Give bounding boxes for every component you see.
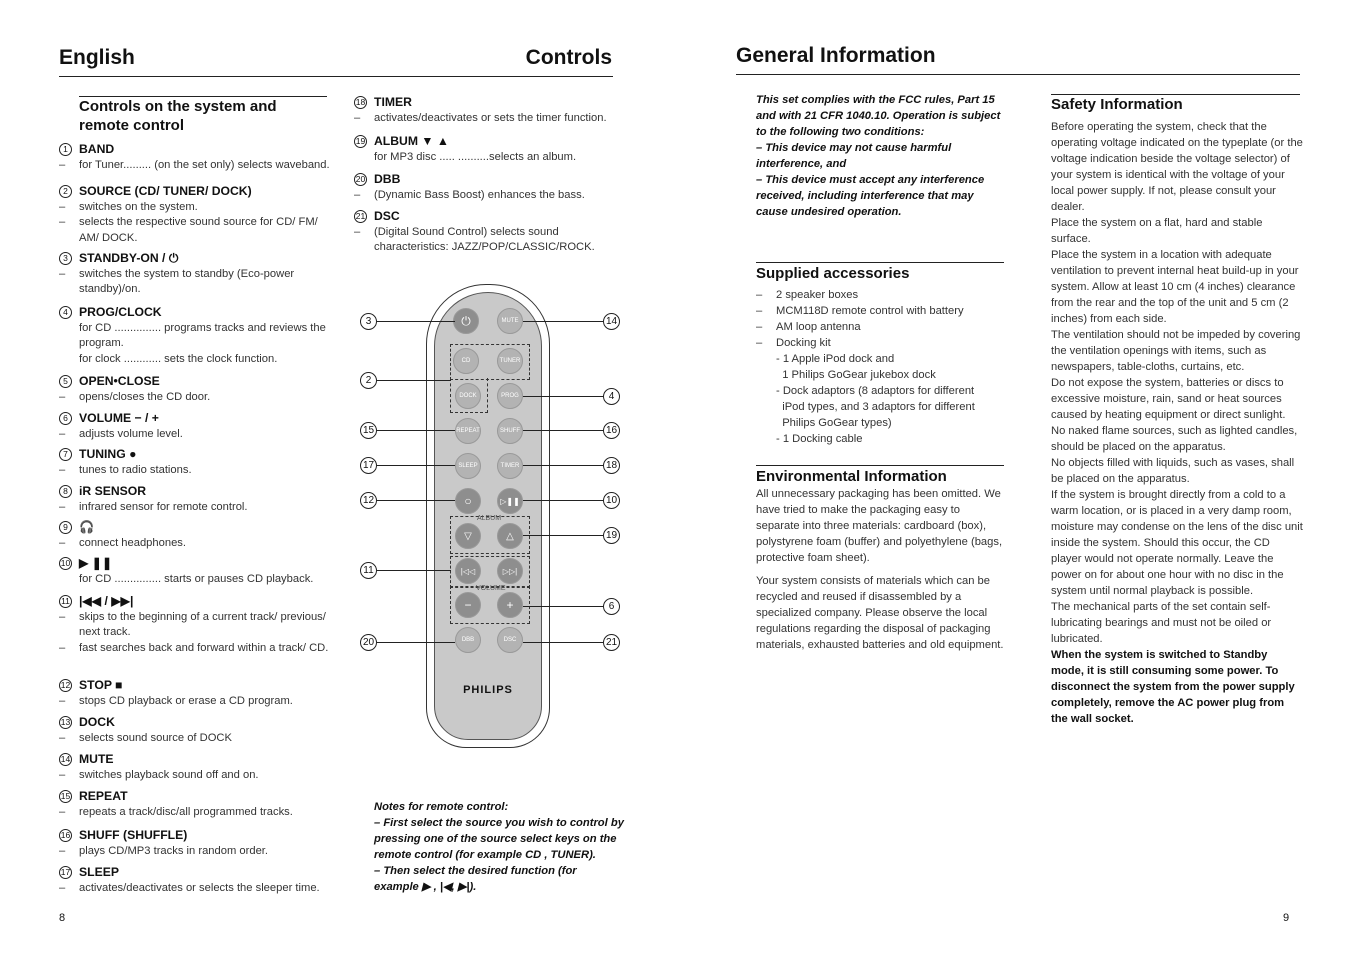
control-item — [59, 374, 331, 405]
safety-para: Do not expose the system, batteries or discs to excessive moisture, rain, sand or heat sources caused by heating equipment or direct sunlight. — [1051, 377, 1286, 421]
control-item — [59, 447, 331, 478]
item-title: PROG/CLOCK — [79, 305, 162, 319]
volume-label: VOLUME — [476, 585, 506, 592]
control-item — [59, 678, 331, 709]
callout-number: 20 — [360, 634, 377, 651]
control-item-title — [59, 447, 331, 463]
item-number: 15 — [59, 790, 72, 803]
item-title: MUTE — [79, 752, 114, 766]
control-item — [59, 594, 331, 656]
supplied-list — [756, 287, 1006, 447]
control-item — [59, 142, 331, 173]
control-item-title — [354, 209, 616, 225]
environment-p2: Your system consists of materials which can be recycled and reused if disassembled by a specialized company. Please observe the local regulations regarding the disposal of packaging materials, exhausted batteries and old equipment. — [756, 575, 1004, 651]
item-number: 12 — [59, 679, 72, 692]
callout-number: 17 — [360, 457, 377, 474]
header-language: English — [59, 46, 135, 69]
dash-bullet: – — [354, 225, 361, 238]
item-description: – switches on the system. — [59, 200, 331, 216]
safety-para: If the system is brought directly from a cold to a warm location, or is placed in a very damp room, moisture may condense on the lens of the disc unit inside the system. Should this occur, the CD player would not operate normally. Leave the power on for about one hour with no disc in the system until normal playback is possible. — [1051, 489, 1303, 597]
control-item — [354, 209, 616, 256]
dock-button: DOCK — [455, 383, 481, 409]
safety-para: No objects filled with liquids, such as vases, shall be placed on the apparatus. — [1051, 457, 1295, 485]
callout-line — [523, 396, 603, 397]
control-item — [59, 411, 331, 442]
item-description: – (Dynamic Bass Boost) enhances the bass. — [354, 188, 616, 204]
dsc-button: DSC — [497, 627, 523, 653]
control-item-title — [59, 789, 331, 805]
control-item — [354, 172, 616, 203]
control-item — [59, 752, 331, 783]
list-sub-item: iPod types, and 3 adaptors for different — [776, 401, 975, 413]
control-item — [59, 184, 331, 246]
prog-button: PROG — [497, 383, 523, 409]
item-description: for clock ............ sets the clock function. — [79, 352, 278, 365]
item-number: 8 — [59, 485, 72, 498]
callout-line — [377, 570, 451, 571]
callout-line — [377, 430, 455, 431]
callout-line — [377, 321, 455, 322]
callout-line — [523, 535, 603, 536]
item-number: 17 — [59, 866, 72, 879]
control-item — [59, 828, 331, 859]
environment-title: Environmental Information — [756, 468, 947, 485]
item-number: 16 — [59, 829, 72, 842]
callout-number: 12 — [360, 492, 377, 509]
play-pause-button: ▷❚❚ — [497, 488, 523, 514]
dash-bullet: – — [59, 536, 66, 549]
item-description: – connect headphones. — [59, 536, 331, 552]
item-title: 🎧 — [79, 520, 95, 534]
callout-number: 4 — [603, 388, 620, 405]
control-item-title — [59, 556, 331, 572]
item-number: 20 — [354, 173, 367, 186]
list-item: – Docking kit — [756, 337, 831, 349]
item-title: SHUFF (SHUFFLE) — [79, 828, 188, 842]
tuner-button: TUNER — [497, 348, 523, 374]
dash-bullet: – — [59, 200, 66, 213]
dash-bullet: – — [59, 390, 66, 403]
control-item-title — [59, 752, 331, 768]
item-title: iR SENSOR — [79, 484, 147, 498]
dash-bullet: – — [59, 158, 66, 171]
control-item — [59, 715, 331, 746]
sleep-button: SLEEP — [455, 453, 481, 479]
environment-p1: All unnecessary packaging has been omitted. We have tried to make the packaging easy to separate into three materials: cardboard (box), polystyrene foam (buffer) and polyethylene (bags, protective foam sheet). — [756, 488, 1003, 564]
control-item-title — [59, 678, 331, 694]
list-sub-item: - Dock adaptors (8 adaptors for different — [776, 385, 975, 397]
album-label: ALBUM — [476, 515, 502, 522]
item-description: – activates/deactivates or sets the timer function. — [354, 111, 616, 127]
fcc-line: This set complies with the FCC rules, Part 15 and with 21 CFR 1040.10. Operation is subject to the following two conditions: — [756, 94, 1001, 138]
control-item-title — [59, 142, 331, 158]
dbb-button: DBB — [455, 627, 481, 653]
callout-number: 18 — [603, 457, 620, 474]
fcc-notice — [756, 92, 1006, 220]
item-description: – infrared sensor for remote control. — [59, 500, 331, 516]
list-item: – 2 speaker boxes — [756, 289, 859, 301]
cd-button: CD — [453, 348, 479, 374]
item-number: 3 — [59, 252, 72, 265]
item-title: TIMER — [374, 95, 412, 109]
header-rule-right — [736, 74, 1300, 75]
section-title: Controls on the system and remote control — [79, 98, 277, 134]
item-number: 18 — [354, 96, 367, 109]
header-rule-left — [59, 76, 613, 77]
volume-down-button: − — [455, 592, 481, 618]
safety-title: Safety Information — [1051, 96, 1183, 113]
dash-bullet: – — [59, 267, 66, 280]
dash-bullet: – — [59, 881, 66, 894]
item-title: DBB — [374, 172, 401, 186]
item-description: – activates/deactivates or selects the sleeper time. — [59, 881, 331, 897]
safety-para: Before operating the system, check that the operating voltage indicated on the typeplate (or the voltage indication beside the voltage selector) of your system is identical with the voltage of your local power supply. If not, please consult your dealer. — [1051, 121, 1303, 213]
control-item-title — [59, 411, 331, 427]
remote-notes — [374, 799, 624, 895]
callout-line — [523, 500, 603, 501]
supplied-rule — [756, 262, 1004, 263]
list-sub-item: Philips GoGear types) — [776, 417, 892, 429]
safety-para: The ventilation should not be impeded by covering the ventilation openings with items, such as newspapers, table-cloths, curtains, etc. — [1051, 329, 1301, 373]
control-item — [354, 95, 616, 126]
item-title: REPEAT — [79, 789, 128, 803]
timer-button: TIMER — [497, 453, 523, 479]
callout-line — [523, 606, 603, 607]
callout-number: 14 — [603, 313, 620, 330]
dash-bullet: – — [59, 768, 66, 781]
callout-number: 19 — [603, 527, 620, 544]
environment-rule — [756, 465, 1004, 466]
list-sub-item: 1 Philips GoGear jukebox dock — [776, 369, 936, 381]
item-number: 11 — [59, 595, 72, 608]
callout-line — [523, 321, 603, 322]
callout-number: 21 — [603, 634, 620, 651]
item-description: – selects the respective sound source for CD/ FM/ AM/ DOCK. — [59, 215, 331, 246]
control-item — [59, 484, 331, 515]
item-number: 7 — [59, 448, 72, 461]
dash-bullet: – — [354, 188, 361, 201]
album-up-button: △ — [497, 523, 523, 549]
page-number-left: 8 — [59, 912, 66, 924]
item-description: – for Tuner......... (on the set only) selects waveband. — [59, 158, 331, 174]
item-number: 5 — [59, 375, 72, 388]
callout-line — [377, 642, 455, 643]
control-item — [59, 520, 331, 551]
remote-notes-line: – First select the source you wish to control by pressing one of the source select keys on the remote control (for example CD , TUNER). — [374, 817, 624, 861]
fcc-line: – This device must accept any interference received, including interference that may cause undesired operation. — [756, 174, 985, 218]
shuffle-button: SHUFF — [497, 418, 523, 444]
item-title: SOURCE (CD/ TUNER/ DOCK) — [79, 184, 252, 198]
volume-up-button: + — [497, 592, 523, 618]
item-description: for MP3 disc ..... ..........selects an album. — [374, 150, 577, 163]
item-title: STOP ■ — [79, 678, 123, 692]
item-title: ▶ ❚❚ — [79, 556, 113, 570]
list-sub-item: - 1 Apple iPod dock and — [776, 353, 895, 365]
callout-number: 6 — [603, 598, 620, 615]
next-button: ▷▷| — [497, 558, 523, 584]
list-item: – AM loop antenna — [756, 321, 861, 333]
item-description: – (Digital Sound Control) selects sound characteristics: JAZZ/POP/CLASSIC/ROCK. — [354, 225, 616, 256]
item-number: 4 — [59, 306, 72, 319]
supplied-title: Supplied accessories — [756, 265, 910, 282]
callout-line — [523, 430, 603, 431]
item-description: for CD ............... starts or pauses CD playback. — [79, 572, 314, 585]
item-title: OPEN•CLOSE — [79, 374, 160, 388]
safety-warning: When the system is switched to Standby mode, it is still consuming some power. To disconnect the system from the power supply completely, remove the AC power plug from the wall socket. — [1051, 649, 1295, 725]
page-number-right: 9 — [1283, 912, 1290, 924]
item-number: 2 — [59, 185, 72, 198]
item-number: 10 — [59, 557, 72, 570]
safety-para: The mechanical parts of the set contain self-lubricating bearings and must not be oiled or lubricated. — [1051, 601, 1272, 645]
repeat-button: REPEAT — [455, 418, 481, 444]
control-item-title — [59, 520, 331, 536]
control-item-title — [59, 374, 331, 390]
callout-number: 10 — [603, 492, 620, 509]
remote-notes-line: – Then select the desired function (for example ▶ , |◀, ▶|). — [374, 865, 577, 893]
dash-bullet: – — [59, 805, 66, 818]
item-description: – stops CD playback or erase a CD program. — [59, 694, 331, 710]
control-item — [59, 865, 331, 896]
safety-para: Place the system on a flat, hard and stable surface. — [1051, 217, 1263, 245]
item-description: – adjusts volume level. — [59, 427, 331, 443]
callout-number: 16 — [603, 422, 620, 439]
item-number: 21 — [354, 210, 367, 223]
control-item-title — [59, 251, 331, 267]
control-item-title — [59, 865, 331, 881]
control-item-title — [354, 95, 616, 111]
control-item-title — [59, 594, 331, 610]
item-title: SLEEP — [79, 865, 119, 879]
dash-bullet: – — [59, 463, 66, 476]
callout-line — [377, 465, 455, 466]
dash-bullet: – — [59, 641, 66, 654]
callout-line — [377, 500, 455, 501]
callout-line — [377, 380, 451, 381]
item-title: STANDBY-ON / ⏻ — [79, 251, 179, 265]
header-controls: Controls — [525, 46, 612, 69]
list-sub-item: - 1 Docking cable — [776, 433, 863, 445]
standby-button: ⏻ — [453, 308, 479, 334]
control-item-title — [354, 172, 616, 188]
list-item: – MCM118D remote control with battery — [756, 305, 964, 317]
callout-line — [523, 465, 603, 466]
dash-bullet: – — [59, 216, 66, 229]
dash-bullet: – — [59, 427, 66, 440]
control-item — [59, 251, 331, 298]
item-title: ALBUM ▼ ▲ — [374, 134, 449, 148]
item-number: 14 — [59, 753, 72, 766]
item-title: TUNING ● — [79, 447, 137, 461]
safety-para: Place the system in a location with adequate ventilation to prevent internal heat build-up in your system. Allow at least 10 cm (4 inches) clearance from the rear and the top of the unit and 5 cm (2 inches) from each side. — [1051, 249, 1299, 325]
header-general-information: General Information — [736, 44, 936, 67]
item-description: – switches playback sound off and on. — [59, 768, 331, 784]
dash-bullet: – — [59, 694, 66, 707]
item-number: 13 — [59, 716, 72, 729]
control-item-title — [354, 134, 616, 150]
dash-bullet: – — [59, 844, 66, 857]
remote-notes-title: Notes for remote control: — [374, 801, 509, 813]
philips-logo: PHILIPS — [463, 684, 513, 696]
callout-line — [523, 642, 603, 643]
item-number: 9 — [59, 521, 72, 534]
control-item — [59, 556, 331, 587]
stop-button: ○ — [455, 488, 481, 514]
dash-bullet: – — [59, 500, 66, 513]
item-description: – repeats a track/disc/all programmed tracks. — [59, 805, 331, 821]
control-item-title — [59, 305, 331, 321]
control-item-title — [59, 184, 331, 200]
previous-button: |◁◁ — [455, 558, 481, 584]
album-down-button: ▽ — [455, 523, 481, 549]
item-title: |◀◀ / ▶▶| — [79, 594, 134, 608]
callout-number: 11 — [360, 562, 377, 579]
item-description: – selects sound source of DOCK — [59, 731, 331, 747]
safety-text — [1051, 119, 1303, 727]
control-item — [59, 789, 331, 820]
item-description: – fast searches back and forward within a track/ CD. — [59, 641, 331, 657]
item-description: – skips to the beginning of a current track/ previous/ next track. — [59, 610, 331, 641]
item-title: VOLUME − / + — [79, 411, 159, 425]
control-item — [59, 305, 331, 367]
item-description: – plays CD/MP3 tracks in random order. — [59, 844, 331, 860]
item-number: 6 — [59, 412, 72, 425]
callout-number: 2 — [360, 372, 377, 389]
item-title: DSC — [374, 209, 400, 223]
item-description: for CD ............... programs tracks and reviews the program. — [79, 321, 326, 350]
item-number: 1 — [59, 143, 72, 156]
item-description: – tunes to radio stations. — [59, 463, 331, 479]
control-item-title — [59, 484, 331, 500]
item-title: BAND — [79, 142, 115, 156]
control-item-title — [59, 828, 331, 844]
fcc-line: – This device may not cause harmful interference, and — [756, 142, 952, 170]
callout-number: 15 — [360, 422, 377, 439]
dash-bullet: – — [59, 731, 66, 744]
dash-bullet: – — [354, 111, 361, 124]
item-description: – switches the system to standby (Eco-power standby)/on. — [59, 267, 331, 298]
item-description: – opens/closes the CD door. — [59, 390, 331, 406]
item-number: 19 — [354, 135, 367, 148]
callout-number: 3 — [360, 313, 377, 330]
control-item — [354, 134, 616, 165]
dash-bullet: – — [59, 610, 66, 623]
mute-button: MUTE — [497, 308, 523, 334]
safety-para: No naked flame sources, such as lighted candles, should be placed on the apparatus. — [1051, 425, 1298, 453]
control-item-title — [59, 715, 331, 731]
item-title: DOCK — [79, 715, 115, 729]
